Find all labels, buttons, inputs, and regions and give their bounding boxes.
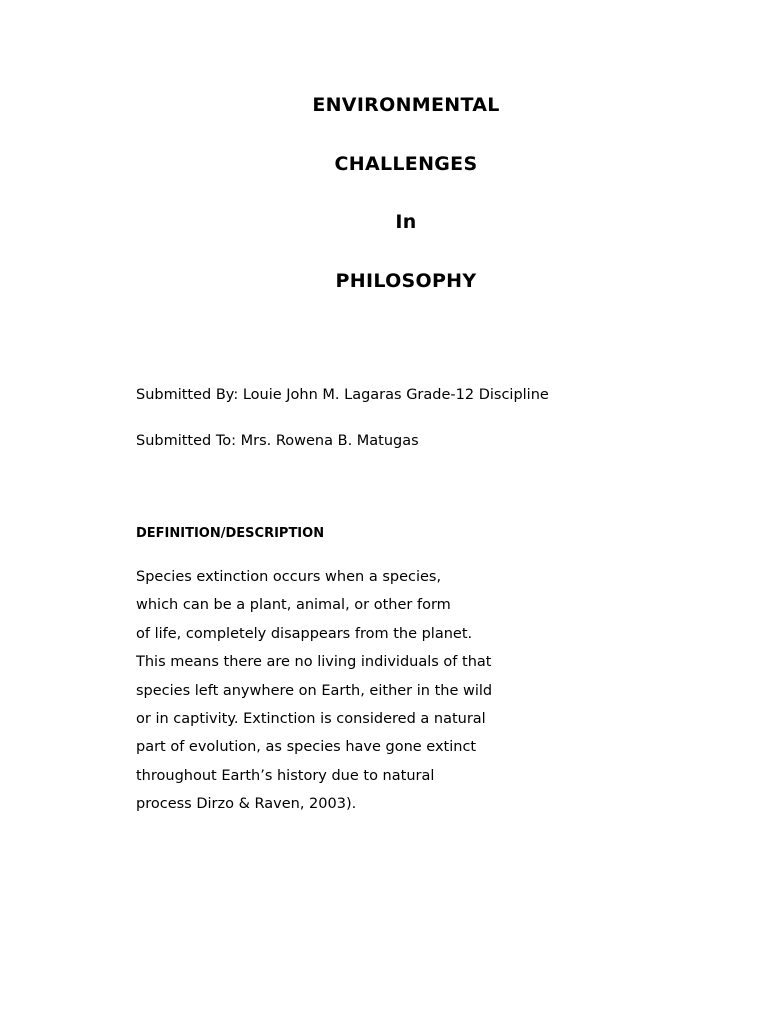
body-line: part of evolution, as species have gone extinct bbox=[136, 739, 477, 756]
title-line-challenges: CHALLENGES bbox=[334, 153, 478, 175]
title-line-philosophy: PHILOSOPHY bbox=[335, 270, 477, 292]
body-line: throughout Earth’s history due to natural bbox=[136, 767, 435, 784]
section-heading: DEFINITION/DESCRIPTION bbox=[136, 526, 325, 541]
body-line: This means there are no living individuals of that bbox=[136, 654, 492, 671]
title-line-environmental: ENVIRONMENTAL bbox=[312, 94, 500, 116]
body-line: of life, completely disappears from the planet. bbox=[136, 625, 473, 642]
body-line: or in captivity. Extinction is considered a natural bbox=[136, 710, 486, 727]
title-line-in: In bbox=[395, 211, 417, 233]
body-line: which can be a plant, animal, or other form bbox=[136, 597, 451, 614]
body-line: process Dirzo & Raven, 2003). bbox=[136, 796, 357, 813]
body-paragraph bbox=[136, 568, 556, 824]
submitted-by-line: Submitted By: Louie John M. Lagaras Grade-12 Discipline bbox=[136, 387, 549, 403]
body-line: species left anywhere on Earth, either in the wild bbox=[136, 682, 493, 699]
body-line: Species extinction occurs when a species, bbox=[136, 569, 442, 585]
submitted-to-line: Submitted To: Mrs. Rowena B. Matugas bbox=[136, 433, 419, 449]
